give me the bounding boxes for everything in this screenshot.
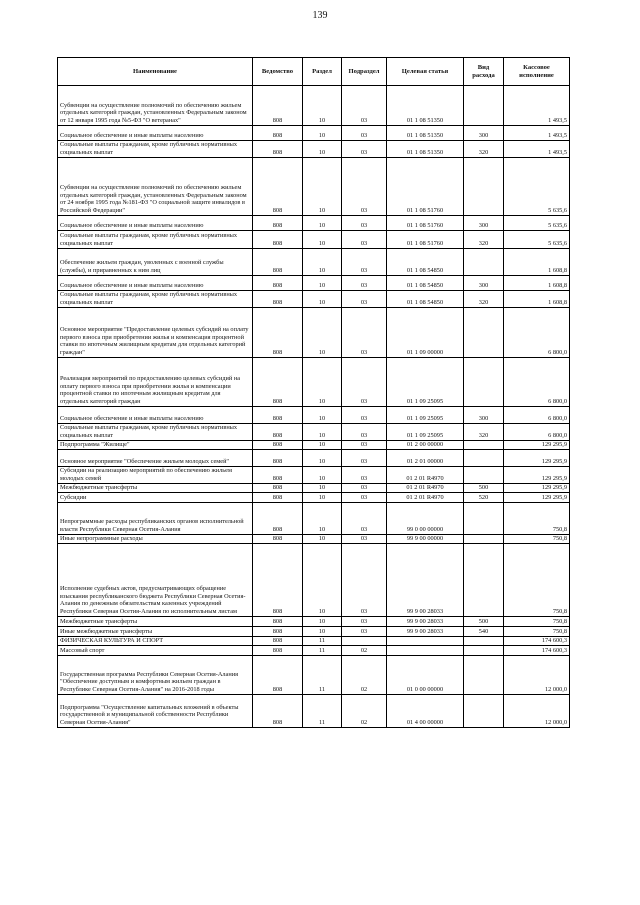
cell-section: 10: [303, 617, 342, 627]
cell-section: 10: [303, 276, 342, 291]
cell-cash-execution: 129 295,9: [504, 493, 570, 503]
cell-name: Обеспечение жильем граждан, уволенных с военной службы (службы), и приравненных к ним лиц: [58, 249, 253, 276]
table-row: [58, 535, 570, 544]
cell-name: Массовый спорт: [58, 646, 253, 656]
cell-cash-execution: 1 493,5: [504, 141, 570, 158]
cell-name: Межбюджетные трансферты: [58, 484, 253, 493]
cell-expense-type: [464, 503, 504, 535]
cell-cash-execution: 750,8: [504, 617, 570, 627]
cell-target-article: 01 2 01 00000: [387, 450, 464, 467]
cell-expense-type: [464, 695, 504, 728]
cell-subsection: 02: [342, 656, 387, 695]
table-row: [58, 637, 570, 646]
cell-name: Непрограммные расходы республиканских органов исполнительной власти Республики Северная Осетия-Алания: [58, 503, 253, 535]
cell-name: Субсидии: [58, 493, 253, 503]
table-row: [58, 627, 570, 637]
cell-section: 10: [303, 231, 342, 249]
cell-subsection: 03: [342, 249, 387, 276]
cell-cash-execution: 129 295,9: [504, 441, 570, 450]
cell-cash-execution: 5 635,6: [504, 158, 570, 216]
cell-section: 10: [303, 249, 342, 276]
cell-name: Социальные выплаты гражданам, кроме публичных нормативных социальных выплат: [58, 424, 253, 441]
cell-department: 808: [253, 276, 303, 291]
table-row: [58, 308, 570, 358]
cell-expense-type: [464, 656, 504, 695]
cell-department: 808: [253, 358, 303, 407]
cell-target-article: 01 4 00 00000: [387, 695, 464, 728]
cell-subsection: 03: [342, 544, 387, 617]
cell-target-article: 01 1 08 51350: [387, 141, 464, 158]
cell-department: 808: [253, 450, 303, 467]
cell-target-article: 01 0 00 00000: [387, 656, 464, 695]
cell-subsection: 03: [342, 231, 387, 249]
cell-target-article: 01 2 01 R4970: [387, 493, 464, 503]
cell-department: 808: [253, 407, 303, 424]
cell-cash-execution: 6 800,0: [504, 308, 570, 358]
cell-section: 10: [303, 450, 342, 467]
cell-department: 808: [253, 656, 303, 695]
cell-target-article: 99 9 00 28033: [387, 544, 464, 617]
cell-expense-type: [464, 86, 504, 126]
table-row: [58, 158, 570, 216]
cell-cash-execution: 750,8: [504, 535, 570, 544]
cell-expense-type: 320: [464, 231, 504, 249]
cell-subsection: 02: [342, 695, 387, 728]
cell-name: Исполнение судебных актов, предусматривающих обращение взыскания республиканского бюджета Республики Северная Осетия-Алания по денежным обязательствам казенных учреждений Республики Северная Осетия-Алания по исполнительным листам: [58, 544, 253, 617]
cell-cash-execution: 174 600,3: [504, 637, 570, 646]
cell-section: 10: [303, 158, 342, 216]
cell-name: Реализация мероприятий по предоставлению целевых субсидий на оплату первого взноса при приобретении жилья и компенсации процентной ставки по ипотечным жилищным кредитам для отдельных категорий граждан: [58, 358, 253, 407]
table-row: [58, 86, 570, 126]
cell-target-article: [387, 646, 464, 656]
cell-target-article: 01 1 08 51350: [387, 86, 464, 126]
table-row: [58, 216, 570, 231]
cell-expense-type: 300: [464, 276, 504, 291]
header-row: [58, 58, 570, 86]
table-row: [58, 617, 570, 627]
cell-section: 10: [303, 126, 342, 141]
cell-expense-type: [464, 637, 504, 646]
cell-subsection: 03: [342, 358, 387, 407]
cell-cash-execution: 5 635,6: [504, 231, 570, 249]
cell-expense-type: [464, 467, 504, 484]
cell-section: 11: [303, 637, 342, 646]
cell-department: 808: [253, 544, 303, 617]
cell-department: 808: [253, 86, 303, 126]
cell-cash-execution: 174 600,3: [504, 646, 570, 656]
cell-cash-execution: 129 295,9: [504, 467, 570, 484]
cell-section: 10: [303, 358, 342, 407]
header-expense-type: Вид расхода: [464, 58, 504, 86]
cell-cash-execution: 1 493,5: [504, 126, 570, 141]
cell-subsection: 02: [342, 646, 387, 656]
cell-expense-type: [464, 249, 504, 276]
cell-subsection: 03: [342, 493, 387, 503]
cell-subsection: 03: [342, 627, 387, 637]
cell-expense-type: 320: [464, 291, 504, 308]
cell-subsection: 03: [342, 467, 387, 484]
cell-section: 10: [303, 216, 342, 231]
cell-department: 808: [253, 637, 303, 646]
cell-target-article: 01 1 08 51760: [387, 231, 464, 249]
header-name: Наименование: [58, 58, 253, 86]
cell-target-article: 01 1 09 25095: [387, 358, 464, 407]
cell-section: 10: [303, 503, 342, 535]
cell-target-article: 01 1 09 00000: [387, 308, 464, 358]
cell-expense-type: [464, 450, 504, 467]
header-section: Раздел: [303, 58, 342, 86]
cell-expense-type: [464, 441, 504, 450]
cell-expense-type: [464, 308, 504, 358]
table-row: [58, 249, 570, 276]
cell-expense-type: 320: [464, 424, 504, 441]
table-row: [58, 407, 570, 424]
table-row: [58, 424, 570, 441]
cell-name: Субвенции на осуществление полномочий по обеспечению жильем отдельных категорий граждан, установленных Федеральным законом от 12 января 1995 года №5-ФЗ "О ветеранах": [58, 86, 253, 126]
header-subsection: Подраздел: [342, 58, 387, 86]
cell-target-article: 99 0 00 00000: [387, 503, 464, 535]
cell-name: Социальные выплаты гражданам, кроме публичных нормативных социальных выплат: [58, 291, 253, 308]
cell-name: Социальное обеспечение и иные выплаты населению: [58, 216, 253, 231]
cell-expense-type: 540: [464, 627, 504, 637]
cell-target-article: 01 2 01 R4970: [387, 484, 464, 493]
cell-target-article: 01 1 08 51350: [387, 126, 464, 141]
cell-department: 808: [253, 617, 303, 627]
cell-expense-type: 520: [464, 493, 504, 503]
cell-cash-execution: 6 800,0: [504, 407, 570, 424]
cell-cash-execution: 1 608,8: [504, 291, 570, 308]
table-row: [58, 141, 570, 158]
cell-target-article: 99 9 00 28033: [387, 617, 464, 627]
cell-target-article: 01 1 09 25095: [387, 424, 464, 441]
cell-expense-type: 300: [464, 126, 504, 141]
cell-subsection: 03: [342, 535, 387, 544]
cell-cash-execution: 750,8: [504, 544, 570, 617]
cell-subsection: 03: [342, 407, 387, 424]
cell-section: 10: [303, 141, 342, 158]
cell-cash-execution: 1 608,8: [504, 276, 570, 291]
cell-department: 808: [253, 535, 303, 544]
cell-department: 808: [253, 441, 303, 450]
cell-department: 808: [253, 141, 303, 158]
table-row: [58, 646, 570, 656]
cell-subsection: 03: [342, 441, 387, 450]
cell-target-article: 01 2 01 R4970: [387, 467, 464, 484]
table-row: [58, 276, 570, 291]
cell-section: 10: [303, 441, 342, 450]
cell-cash-execution: 129 295,9: [504, 484, 570, 493]
cell-section: 11: [303, 656, 342, 695]
cell-cash-execution: 750,8: [504, 627, 570, 637]
cell-department: 808: [253, 503, 303, 535]
cell-target-article: 01 1 09 25095: [387, 407, 464, 424]
cell-section: 11: [303, 695, 342, 728]
header-target-article: Целевая статья: [387, 58, 464, 86]
cell-department: 808: [253, 216, 303, 231]
cell-name: Подпрограмма "Жилище": [58, 441, 253, 450]
cell-subsection: 03: [342, 216, 387, 231]
cell-subsection: 03: [342, 291, 387, 308]
cell-expense-type: 500: [464, 484, 504, 493]
cell-department: 808: [253, 291, 303, 308]
budget-table: [57, 57, 570, 728]
cell-cash-execution: 1 608,8: [504, 249, 570, 276]
cell-department: 808: [253, 484, 303, 493]
cell-cash-execution: 12 000,0: [504, 695, 570, 728]
cell-target-article: 99 9 00 28033: [387, 627, 464, 637]
cell-department: 808: [253, 308, 303, 358]
cell-section: 10: [303, 291, 342, 308]
cell-target-article: 01 2 00 00000: [387, 441, 464, 450]
table-row: [58, 503, 570, 535]
cell-name: Социальные выплаты гражданам, кроме публичных нормативных социальных выплат: [58, 141, 253, 158]
cell-target-article: [387, 637, 464, 646]
cell-expense-type: [464, 358, 504, 407]
cell-subsection: 03: [342, 308, 387, 358]
cell-name: Основное мероприятие "Предоставление целевых субсидий на оплату первого взноса при приобретении жилья и компенсация процентной ставки по ипотечным жилищным кредитам для отдельных категорий граждан": [58, 308, 253, 358]
cell-section: 10: [303, 493, 342, 503]
cell-cash-execution: 750,8: [504, 503, 570, 535]
table-row: [58, 126, 570, 141]
cell-target-article: 01 1 08 51760: [387, 158, 464, 216]
cell-name: Социальное обеспечение и иные выплаты населению: [58, 276, 253, 291]
cell-expense-type: 500: [464, 617, 504, 627]
table-row: [58, 467, 570, 484]
cell-subsection: 03: [342, 86, 387, 126]
cell-name: Основное мероприятие "Обеспечение жильем молодых семей": [58, 450, 253, 467]
cell-section: 11: [303, 646, 342, 656]
cell-department: 808: [253, 158, 303, 216]
cell-expense-type: 320: [464, 141, 504, 158]
cell-target-article: 01 1 08 54850: [387, 249, 464, 276]
cell-subsection: 03: [342, 503, 387, 535]
header-cash-execution: Кассовое исполнение: [504, 58, 570, 86]
cell-section: 10: [303, 467, 342, 484]
cell-department: 808: [253, 493, 303, 503]
cell-subsection: 03: [342, 126, 387, 141]
cell-target-article: 99 9 00 00000: [387, 535, 464, 544]
cell-subsection: 03: [342, 484, 387, 493]
table-row: [58, 358, 570, 407]
table-row: [58, 544, 570, 617]
cell-department: 808: [253, 467, 303, 484]
cell-name: Субвенции на осуществление полномочий по обеспечению жильем отдельных категорий граждан, установленных Федеральным законом от 24 ноября 1995 года №181-ФЗ "О социальной защите инвалидов в Российской Федерации": [58, 158, 253, 216]
cell-section: 10: [303, 627, 342, 637]
table-row: [58, 231, 570, 249]
cell-expense-type: [464, 158, 504, 216]
cell-subsection: 03: [342, 450, 387, 467]
cell-name: Государственная программа Республики Северная Осетия-Алания "Обеспечение доступным и комфортным жильем граждан в Республике Северная Осетия-Алания" на 2016-2018 годы: [58, 656, 253, 695]
cell-name: Подпрограмма "Осуществление капитальных вложений в объекты государственной и муниципальной собственности Республики Северная Осетия-Алания": [58, 695, 253, 728]
cell-section: 10: [303, 407, 342, 424]
cell-department: 808: [253, 126, 303, 141]
cell-section: 10: [303, 484, 342, 493]
cell-subsection: 03: [342, 617, 387, 627]
cell-subsection: [342, 637, 387, 646]
cell-subsection: 03: [342, 141, 387, 158]
cell-expense-type: 300: [464, 407, 504, 424]
cell-department: 808: [253, 249, 303, 276]
cell-section: 10: [303, 424, 342, 441]
cell-expense-type: [464, 544, 504, 617]
cell-section: 10: [303, 544, 342, 617]
table-row: [58, 484, 570, 493]
cell-name: Социальное обеспечение и иные выплаты населению: [58, 126, 253, 141]
cell-name: Субсидии на реализацию мероприятий по обеспечению жильем молодых семей: [58, 467, 253, 484]
cell-expense-type: 300: [464, 216, 504, 231]
cell-subsection: 03: [342, 424, 387, 441]
cell-department: 808: [253, 424, 303, 441]
cell-section: 10: [303, 308, 342, 358]
cell-name: Межбюджетные трансферты: [58, 617, 253, 627]
cell-department: 808: [253, 695, 303, 728]
cell-target-article: 01 1 08 54850: [387, 276, 464, 291]
cell-cash-execution: 12 000,0: [504, 656, 570, 695]
table-row: [58, 450, 570, 467]
cell-cash-execution: 6 800,0: [504, 424, 570, 441]
cell-section: 10: [303, 535, 342, 544]
cell-name: Социальные выплаты гражданам, кроме публичных нормативных социальных выплат: [58, 231, 253, 249]
table-row: [58, 656, 570, 695]
cell-cash-execution: 129 295,9: [504, 450, 570, 467]
page-number: 139: [312, 10, 328, 21]
cell-expense-type: [464, 535, 504, 544]
cell-subsection: 03: [342, 276, 387, 291]
table-row: [58, 441, 570, 450]
cell-department: 808: [253, 627, 303, 637]
cell-department: 808: [253, 231, 303, 249]
cell-name: Иные межбюджетные трансферты: [58, 627, 253, 637]
cell-name: Иные непрограммные расходы: [58, 535, 253, 544]
cell-subsection: 03: [342, 158, 387, 216]
cell-name: ФИЗИЧЕСКАЯ КУЛЬТУРА И СПОРТ: [58, 637, 253, 646]
cell-cash-execution: 6 800,0: [504, 358, 570, 407]
cell-department: 808: [253, 646, 303, 656]
cell-section: 10: [303, 86, 342, 126]
cell-expense-type: [464, 646, 504, 656]
table-row: [58, 695, 570, 728]
header-department: Ведомство: [253, 58, 303, 86]
cell-name: Социальное обеспечение и иные выплаты населению: [58, 407, 253, 424]
table-row: [58, 291, 570, 308]
table-row: [58, 493, 570, 503]
cell-target-article: 01 1 08 51760: [387, 216, 464, 231]
cell-target-article: 01 1 08 54850: [387, 291, 464, 308]
cell-cash-execution: 5 635,6: [504, 216, 570, 231]
cell-cash-execution: 1 493,5: [504, 86, 570, 126]
